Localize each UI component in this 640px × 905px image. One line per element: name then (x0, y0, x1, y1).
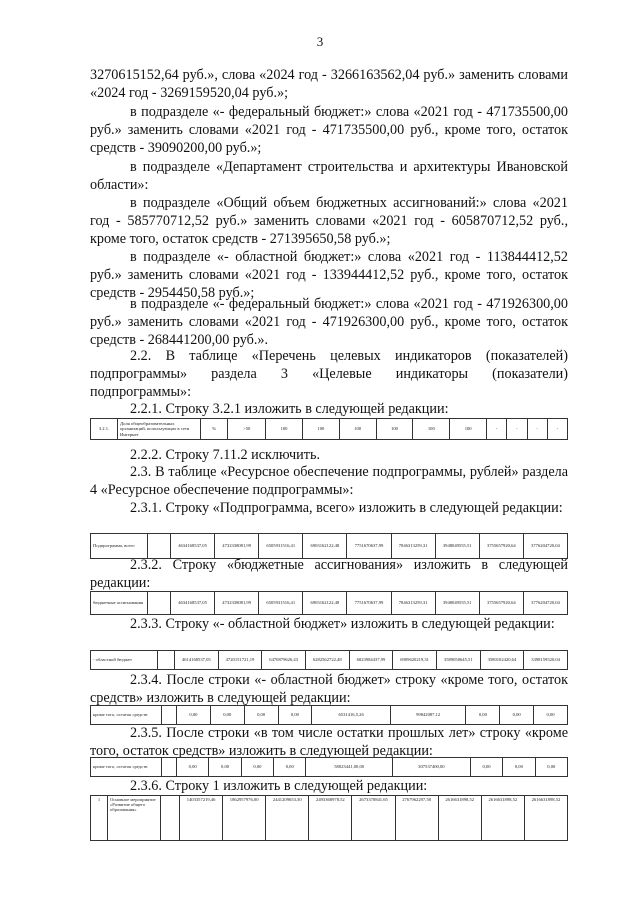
table-cell: 6505931516,41 (259, 592, 303, 615)
table-cell: 1 (91, 796, 108, 841)
page-number: 3 (316, 34, 324, 49)
table-cell: 4720151721,19 (218, 651, 262, 670)
heading-2-2-1: 2.2.1. Строку 3.2.1 изложить в следующей редакции: (130, 401, 449, 417)
table-cell: 7751670637,99 (347, 592, 391, 615)
table-cell: 4634168537,05 (171, 592, 215, 615)
table-cell: 3589050645,51 (436, 651, 480, 670)
table-cell: 0,00 (535, 758, 567, 777)
table-cell: 0,00 (210, 706, 244, 725)
table-cell: 2673370841,65 (352, 796, 395, 841)
table-cell: 100 (413, 419, 450, 440)
table-cell: 2441209653,30 (266, 796, 309, 841)
table-cell: 2616631898,52 (524, 796, 567, 841)
table-cell: 0,00 (274, 758, 306, 777)
table-cell (161, 796, 180, 841)
table-cell (148, 592, 171, 615)
paragraph-3: в подразделе «Департамент строительства и архитектуры Ивановской области»: (90, 159, 568, 194)
table-cell: 100 (376, 419, 413, 440)
table-cell: 0,00 (177, 706, 211, 725)
table-cell (158, 651, 175, 670)
table-cell: - (527, 419, 547, 440)
table-cell: 6505931516,41 (259, 534, 303, 559)
table-cell (162, 706, 177, 725)
paragraph-6: в подразделе «- федеральный бюджет:» слова «2021 год - 471926300,00 руб.» заменить словами «2021 год - 471926300,00 руб., кроме того, остаток средств - 268441200,00 руб.». (90, 296, 568, 349)
table-cell: 0,00 (244, 706, 278, 725)
table-cell: кроме того, остаток средств (91, 706, 162, 725)
table-row (91, 706, 568, 725)
table-cell: 6470879626,43 (262, 651, 306, 670)
table-cell: 6823984437,99 (349, 651, 393, 670)
table-cell: Подпрограмма, всего (91, 534, 148, 559)
paragraph-2-3-3: 2.3.3. Строку «- областной бюджет» изложить в следующей редакции: (130, 616, 555, 632)
table-cell: 307537400,00 (392, 758, 470, 777)
table-cell: 4732338081,99 (215, 592, 259, 615)
paragraph-2: в подразделе «- федеральный бюджет:» слова «2021 год - 471735500,00 руб.» заменить словами «2021 год - 471735500,00 руб., кроме того, остаток средств - 39090200,00 руб.»; (90, 104, 568, 157)
table-cell: 4732338081,99 (215, 534, 259, 559)
indicator-table (90, 418, 568, 440)
heading-2-2-2: 2.2.2. Строку 7.11.2 исключить. (130, 447, 320, 463)
table-cell: Основное мероприятие «Развитие общего образования» (108, 796, 161, 841)
paragraph-2-3-5: 2.3.5. После строки «в том числе остатки прошлых лет» строку «кроме того, остаток средств» изложить в следующей редакции: (90, 725, 568, 760)
paragraph-2-2: 2.2. В таблице «Перечень целевых индикаторов (показателей) подпрограммы» раздела 3 «Целевые индикаторы (показатели) подпрограммы»: (90, 348, 568, 401)
table-row (91, 796, 568, 841)
table-cell: 0,00 (209, 758, 241, 777)
table-cell: 0,00 (278, 706, 312, 725)
table-cell: 1403357219,46 (180, 796, 223, 841)
heading-2-3-6: 2.3.6. Строку 1 изложить в следующей редакции: (130, 778, 428, 794)
table-cell: 0,00 (466, 706, 500, 725)
table-cell: 100 (302, 419, 339, 440)
table-cell: 0,00 (503, 758, 535, 777)
table-cell: 6282562722,48 (305, 651, 349, 670)
table-cell: 6903162122,48 (303, 534, 347, 559)
table-row (91, 651, 568, 670)
table-cell: 3776204720,04 (523, 592, 567, 615)
table-cell: 4634168537,05 (171, 534, 215, 559)
table-row (91, 534, 568, 559)
table-cell: 0,00 (470, 758, 502, 777)
table-cell: 0,00 (534, 706, 568, 725)
table-cell: 6903162122,48 (303, 592, 347, 615)
paragraph-4: в подразделе «Общий объем бюджетных ассигнований:» слова «2021 год - 585770712,52 руб.» заменить словами «2021 год - 605870712,52 руб., кроме того, остаток средств - 271395650,58 руб.»; (90, 195, 568, 248)
table-cell: 2767962297,58 (395, 796, 438, 841)
table-cell: 6909620219,31 (393, 651, 437, 670)
table-cell: - (487, 419, 507, 440)
paragraph-1: 3270615152,64 руб.», слова «2024 год - 3266163562,04 руб.» заменить словами «2024 год - 3269159520,04 руб.»; (90, 67, 568, 102)
paragraph-2-3-1: 2.3.1. Строку «Подпрограмма, всего» изложить в следующей редакции: (130, 500, 563, 516)
paragraph-2-3-2: 2.3.2. Строку «бюджетные ассигнования» изложить в следующей редакции: (90, 557, 568, 592)
table-cell: 3755657920,64 (479, 592, 523, 615)
table-cell: 2616631898,52 (481, 796, 524, 841)
resource-table-balance-2 (90, 757, 568, 777)
resource-table-row-1 (90, 795, 568, 841)
table-cell: 7846313259,31 (391, 534, 435, 559)
table-cell: 0,00 (241, 758, 273, 777)
table-cell: 3.2.1. (91, 419, 118, 440)
paragraph-2-3: 2.3. В таблице «Ресурсное обеспечение подпрограммы, рублей» раздела 4 «Ресурсное обеспечение подпрограммы»: (90, 464, 568, 499)
table-cell: 7751670637,99 (347, 534, 391, 559)
table-cell: 4614168537,05 (175, 651, 219, 670)
table-cell: Доля общеобразовательных организаций, использующих в сети Интернет (118, 419, 201, 440)
table-cell: 2493368978,52 (309, 796, 352, 841)
table-cell: 7846313259,31 (391, 592, 435, 615)
table-cell: 2616631898,52 (438, 796, 481, 841)
table-cell: бюджетные ассигнования (91, 592, 148, 615)
table-cell: 100 (339, 419, 376, 440)
table-cell: 100 (450, 419, 487, 440)
table-cell: 6531416,5,26 (312, 706, 391, 725)
table-cell: 58023441,00,00 (306, 758, 392, 777)
table-row (91, 758, 568, 777)
table-cell: 0,00 (500, 706, 534, 725)
table-cell (148, 534, 171, 559)
table-cell: - областной бюджет (91, 651, 158, 670)
resource-table-allocations (90, 591, 568, 615)
table-row (91, 419, 568, 440)
table-cell: - (507, 419, 527, 440)
table-cell: 3580102420,64 (480, 651, 524, 670)
table-cell: 3948049555,51 (435, 534, 479, 559)
table-cell: % (201, 419, 228, 440)
table-row (91, 592, 568, 615)
table-cell: 1862957976,00 (223, 796, 266, 841)
paragraph-2-3-4: 2.3.4. После строки «- областной бюджет» строку «кроме того, остаток средств» изложить в следующей редакции: (90, 672, 568, 707)
resource-table-balance-1 (90, 705, 568, 725)
table-cell: 100 (266, 419, 303, 440)
table-cell: - (547, 419, 567, 440)
resource-table-regional (90, 650, 568, 670)
table-cell: 3948049555,51 (435, 592, 479, 615)
table-cell: >50 (228, 419, 266, 440)
table-cell: 3398159520,04 (524, 651, 568, 670)
table-cell (162, 758, 177, 777)
table-cell: 99842087,12 (390, 706, 466, 725)
table-cell: 3755657920,64 (479, 534, 523, 559)
paragraph-5: в подразделе «- областной бюджет:» слова «2021 год - 113844412,52 руб.» заменить словами «2021 год - 133944412,52 руб., кроме того, остаток средств - 2954450,58 руб.»; (90, 249, 568, 302)
table-cell: 3776204720,04 (523, 534, 567, 559)
table-cell: 0,00 (177, 758, 209, 777)
table-cell: кроме того, остаток средств (91, 758, 162, 777)
